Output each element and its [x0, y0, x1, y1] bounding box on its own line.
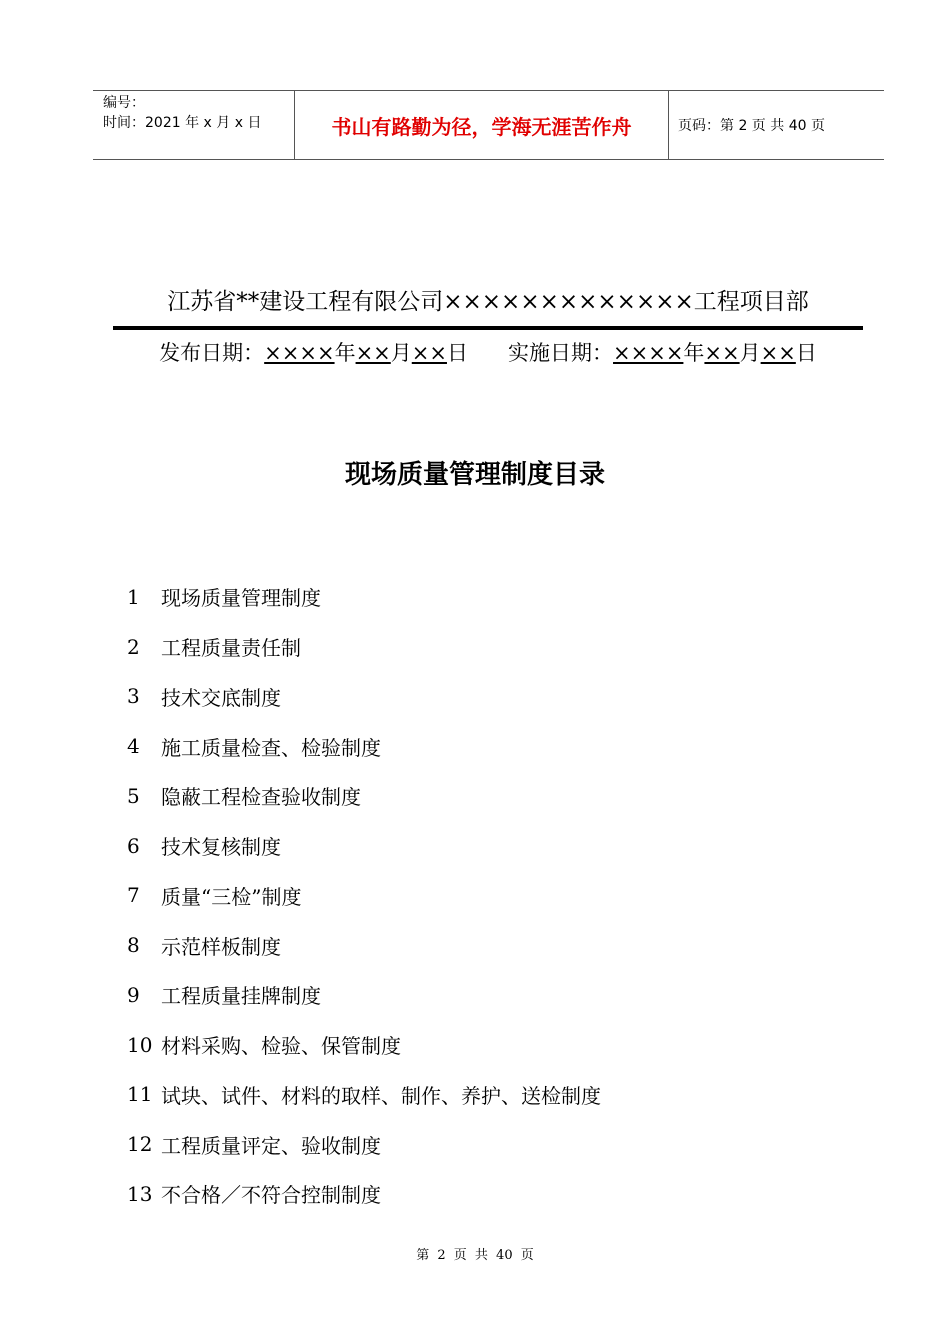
toc-number: 9 [127, 982, 140, 1007]
toc-number: 1 [127, 584, 140, 609]
toc-text: 材料采购、检验、保管制度 [161, 1034, 401, 1059]
header-meta [93, 91, 295, 159]
toc-item [127, 1020, 601, 1070]
toc-number: 7 [127, 883, 140, 908]
toc-number: 12 [127, 1132, 153, 1157]
day-char: 日 [446, 341, 468, 365]
toc-number: 2 [127, 634, 140, 659]
publish-day: ×× [411, 341, 447, 365]
toc-item [127, 1070, 601, 1120]
toc-number: 6 [127, 833, 140, 858]
publish-month: ×× [355, 341, 391, 365]
publish-date-label: 发布日期： [159, 341, 265, 365]
toc-item [127, 970, 601, 1020]
toc-item [127, 871, 601, 921]
toc-text: 质量“三检”制度 [161, 884, 302, 909]
year-char: 年 [683, 341, 705, 365]
day-char: 日 [795, 341, 817, 365]
toc-item [127, 821, 601, 871]
impl-month: ×× [704, 341, 740, 365]
date-line [113, 338, 863, 368]
toc-item [127, 721, 601, 771]
document-number-label: 编号： [103, 95, 145, 111]
document-title: 现场质量管理制度目录 [344, 460, 605, 490]
toc-text: 工程质量评定、验收制度 [161, 1133, 381, 1158]
toc-number: 11 [127, 1082, 153, 1107]
toc-text: 隐蔽工程检查验收制度 [161, 785, 361, 810]
toc-item [127, 572, 601, 622]
toc-number: 13 [127, 1181, 153, 1206]
toc-number: 3 [127, 684, 140, 709]
impl-date-label: 实施日期： [508, 341, 614, 365]
header-page-code: 页码：第 2 页 共 40 页 [678, 118, 825, 134]
year-char: 年 [334, 341, 356, 365]
toc-text: 示范样板制度 [161, 934, 281, 959]
company-title: 江苏省**建设工程有限公司×××××××××××××工程项目部 [167, 289, 809, 315]
toc-text: 试块、试件、材料的取样、制作、养护、送检制度 [161, 1083, 601, 1108]
month-char: 月 [390, 341, 412, 365]
toc-item [127, 672, 601, 722]
page-header [93, 90, 884, 160]
toc-text: 不合格／不符合控制制度 [161, 1183, 381, 1208]
table-of-contents [127, 572, 601, 1219]
impl-day: ×× [760, 341, 796, 365]
toc-number: 10 [127, 1032, 153, 1057]
toc-text: 工程质量挂牌制度 [161, 984, 321, 1009]
toc-item [127, 1169, 601, 1219]
header-motto: 书山有路勤为径，学海无涯苦作舟 [295, 91, 669, 159]
toc-text: 技术交底制度 [161, 685, 281, 710]
toc-text: 施工质量检查、检验制度 [161, 735, 381, 760]
publish-year: ×××× [264, 341, 335, 365]
title-divider [113, 326, 863, 330]
toc-number: 5 [127, 783, 140, 808]
document-time-label: 时间：2021 年 x 月 x 日 [103, 115, 262, 131]
toc-item [127, 1119, 601, 1169]
toc-item [127, 771, 601, 821]
impl-year: ×××× [613, 341, 684, 365]
month-char: 月 [739, 341, 761, 365]
toc-number: 4 [127, 734, 140, 759]
page-footer: 第 2 页 共 40 页 [416, 1248, 534, 1263]
toc-item [127, 622, 601, 672]
toc-text: 现场质量管理制度 [161, 586, 321, 611]
toc-item [127, 920, 601, 970]
toc-number: 8 [127, 933, 140, 958]
toc-text: 技术复核制度 [161, 835, 281, 860]
toc-text: 工程质量责任制 [161, 636, 301, 661]
